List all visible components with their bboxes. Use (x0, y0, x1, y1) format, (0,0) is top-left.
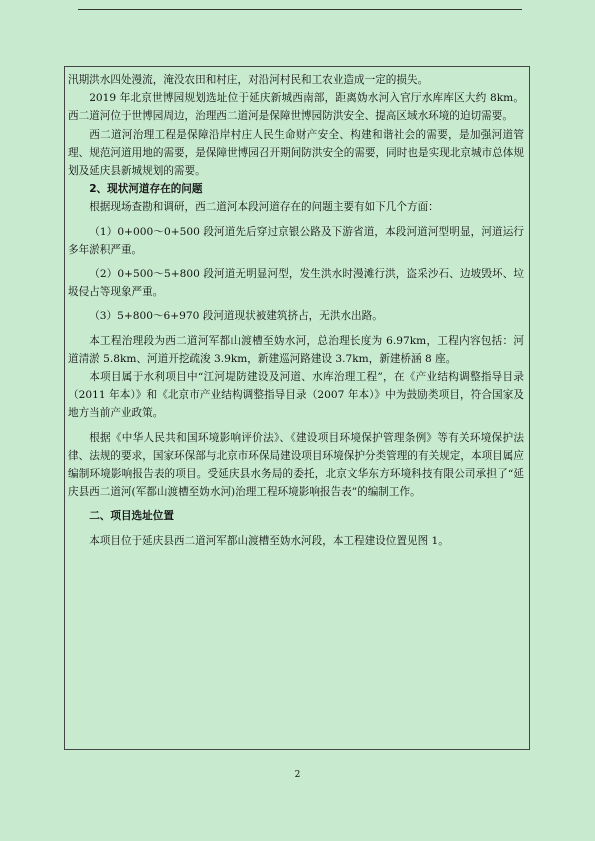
section-heading-site-location: 二、项目选址位置 (89, 510, 174, 523)
paragraph-project-scope: 本工程治理段为西二道河军都山渡槽至妫水河，总治理长度为 6.97km，工程内容包括：河道清淤 5.8km、河道开挖疏浚 3.9km，新建巡河路建设 3.7km，新建桥涵 8 座。 (68, 334, 524, 365)
paragraph-project-necessity: 西二道河治理工程是保障沿岸村庄人民生命财产安全、构建和谐社会的需要，是加强河道管理、规范河道用地的需要，是保障世博园召开期间防洪安全的需要，同时也是实现北京城市总体规划及延庆县新城规划的需要。 (68, 128, 524, 178)
paragraph-site-location: 本项目位于延庆县西二道河军都山渡槽至妫水河段，本工程建设位置见图 1。 (89, 534, 449, 547)
section-heading-current-problems: 2、现状河道存在的问题 (89, 183, 203, 196)
paragraph-industrial-policy: 本项目属于水利项目中“江河堤防建设及河道、水库治理工程”，在《产业结构调整指导目录（2011 年本）》和《北京市产业结构调整指导目录（2007 年本）》中为鼓励类项目，符合国家及地方当前产业政策。 (68, 371, 524, 420)
paragraph-problem-1: （1）0+000～0+500 段河道先后穿过京银公路及下游省道，本段河道河型明显，河道运行多年淤积严重。 (68, 225, 524, 256)
page-number: 2 (294, 770, 301, 780)
paragraph-problem-2: （2）0+500～5+800 段河道无明显河型，发生洪水时漫滩行洪，盗采沙石、边坡毁坏、垃圾侵占等现象严重。 (68, 268, 524, 299)
paragraph-problem-3: （3）5+800～6+970 段河道现状被建筑挤占，无洪水出路。 (89, 310, 383, 323)
paragraph-legal-basis: 根据《中华人民共和国环境影响评价法》、《建设项目环境保护管理条例》等有关环境保护法律、法规的要求，国家环保部与北京市环保局建设项目环境保护分类管理的有关规定，本项目属应编制环境影响报告表的项目。受延庆县水务局的委托，北京文华东方环境科技有限公司承担了“延庆县西二道河(军都山渡槽至妫水河)治理工程环境影响报告表”的编制工作。 (68, 431, 524, 499)
paragraph-flood-loss: 汛期洪水四处漫流，淹没农田和村庄，对沿河村民和工农业造成一定的损失。 (68, 74, 429, 86)
paragraph-problems-intro: 根据现场查勘和调研，西二道河本段河道存在的问题主要有如下几个方面： (89, 201, 439, 214)
paragraph-expo-location: 2019 年北京世博园规划选址位于延庆新城西南部，距离妫水河入官厅水库库区大约 8km。 西二道河位于世博园周边，治理西二道河是保障世博园防洪安全、提高区域水环境的迫切需要。 (68, 92, 524, 123)
document-body (68, 71, 524, 550)
header-rule (78, 9, 522, 10)
